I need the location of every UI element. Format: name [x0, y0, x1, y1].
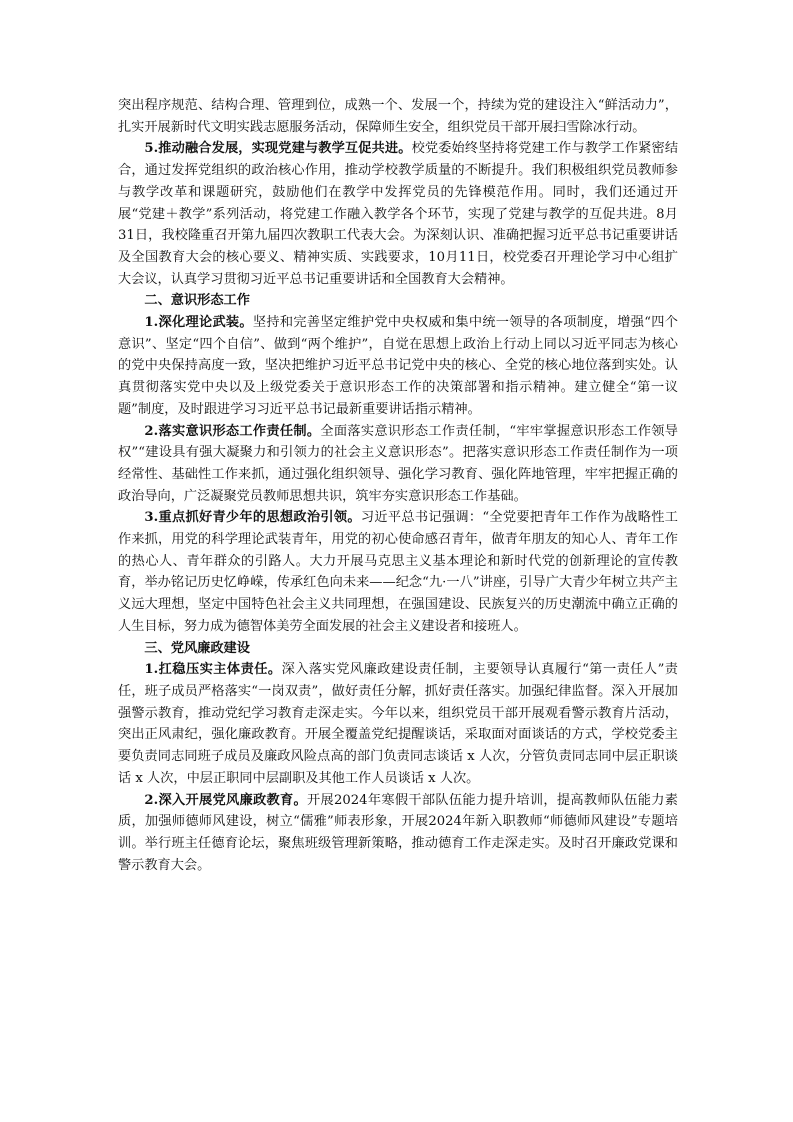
- paragraph-text: 坚持和完善坚定维护党中央权威和集中统一领导的各项制度，增强“四个意识”、坚定“四个自信”、做到“两个维护”，自觉在思想上政治上行动上同以习近平同志为核心的党中央保持高度一致，坚决把维护习近平总书记党中央的核心、全党的核心地位落到实处。认真贯彻落实党中央以及上级党委关于意识形态工作的决策部署和指示精神。建立健全“第一议题”制度，及时跟进学习习近平总书记最新重要讲话指示精神。: [118, 315, 678, 417]
- paragraph-lead: 5.推动融合发展，实现党建与教学互促共进。: [144, 141, 412, 157]
- paragraph-integrity-education: [118, 790, 678, 877]
- document-body: [118, 95, 678, 876]
- paragraph-text: 深入落实党风廉政建设责任制，主要领导认真履行“第一责任人”责任，班子成员严格落实“一岗双责”，做好责任分解，抓好责任落实。加强纪律监督。深入开展加强警示教育，推动党纪学习教育走深走实。今年以来，组织党员干部开展观看警示教育片活动，突出正风肃纪，强化廉政教育。开展全覆盖党纪提醒谈话，采取面对面谈话的方式，学校党委主要负责同志同班子成员及廉政风险点高的部门负责同志谈话 x 人次，分管负责同志同中层正职谈话 x 人次，中层正职同中层副职及其他工作人员谈话 x 人次。: [118, 662, 678, 786]
- paragraph-text: 校党委始终坚持将党建工作与教学工作紧密结合，通过发挥党组织的政治核心作用，推动学校教学质量的不断提升。我们积极组织党员教师参与教学改革和课题研究，鼓励他们在教学中发挥党员的先锋模范作用。同时，我们还通过开展“党建＋教学”系列活动，将党建工作融入教学各个环节，实现了党建与教学的互促共进。8月31日，我校隆重召开第九届四次教职工代表大会。为深刻认识、准确把握习近平总书记重要讲话及全国教育大会的核心要义、精神实质、实践要求，10月11日，校党委召开理论学习中心组扩大会议，认真学习贯彻习近平总书记重要讲话和全国教育大会精神。: [118, 141, 679, 287]
- paragraph-continued: 突出程序规范、结构合理、管理到位，成熟一个、发展一个，持续为党的建设注入“鲜活动力”，扎实开展新时代文明实践志愿服务活动，保障师生安全，组织党员干部开展扫雪除冰行动。: [118, 98, 678, 135]
- paragraph-theory-armament: [118, 312, 678, 421]
- paragraph-lead: 1.深化理论武装。: [144, 315, 253, 331]
- section-heading-integrity: 三、党风廉政建设: [144, 640, 250, 656]
- paragraph-text: 习近平总书记强调：“全党要把青年工作作为战略性工作来抓，用党的科学理论武装青年，用党的初心使命感召青年，做青年朋友的知心人、青年工作的热心人、青年群众的引路人。大力开展马克思主义基本理论和新时代党的创新理论的宣传教育，举办铭记历史忆峥嵘，传承红色向未来——纪念“九·一八”讲座，引导广大青少年树立共产主义远大理想，坚定中国特色社会主义共同理想，在强国建设、民族复兴的历史潮流中确立正确的人生目标，努力成为德智体美劳全面发展的社会主义建设者和接班人。: [118, 510, 678, 634]
- paragraph-lead: 2.落实意识形态工作责任制。: [144, 423, 321, 439]
- paragraph-party-teaching-integration: [118, 138, 678, 290]
- paragraph-lead: 2.深入开展党风廉政教育。: [144, 792, 307, 808]
- paragraph-text: 全面落实意识形态工作责任制，“牢牢掌握意识形态工作领导权”“建设具有强大凝聚力和引领力的社会主义意识形态”。把落实意识形态工作责任制作为一项经常性、基础性工作来抓，通过强化组织领导、强化学习教育、强化阵地管理，牢牢把握正确的政治导向，广泛凝聚党员教师思想共识，筑牢夯实意识形态工作基础。: [118, 423, 678, 504]
- paragraph-text: 开展2024年寒假干部队伍能力提升培训，提高教师队伍能力素质，加强师德师风建设，树立“儒雅”师表形象，开展2024年新入职教师“师德师风建设”专题培训。举行班主任德育论坛，聚焦班级管理新策略，推动德育工作走深走实。及时召开廉政党课和警示教育大会。: [118, 792, 678, 873]
- paragraph-main-responsibility: [118, 659, 678, 789]
- section-heading-ideology: 二、意识形态工作: [144, 293, 250, 309]
- paragraph-lead: 1.扛稳压实主体责任。: [144, 662, 282, 678]
- paragraph-youth-guidance: [118, 507, 678, 637]
- paragraph-lead: 3.重点抓好青少年的思想政治引领。: [144, 510, 361, 526]
- paragraph-ideology-responsibility: [118, 421, 678, 508]
